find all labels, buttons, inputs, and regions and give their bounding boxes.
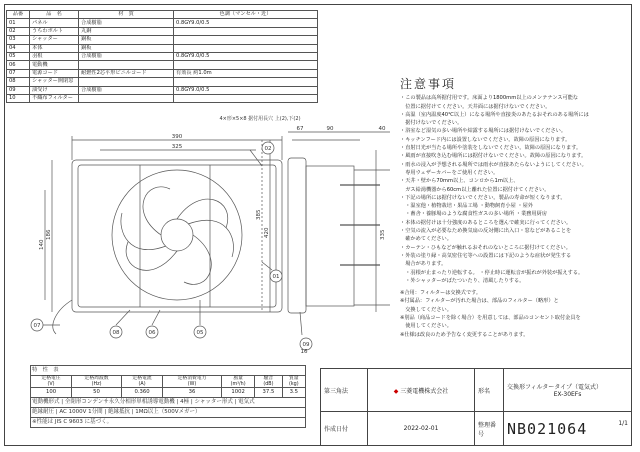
notes-line: ・外シャッターがばたついたり、清風したりする。 xyxy=(400,277,525,284)
panel-inner-outline xyxy=(78,165,276,307)
notes-line: ・風雨が直接吹き込む場所には据付けないでください。故障の原因になります。 xyxy=(400,153,587,160)
spec-value: 0.360 xyxy=(122,388,163,398)
notes-line: 場合があります。 xyxy=(400,261,447,268)
spec-header: 定格周波数 (Hz) xyxy=(72,376,122,388)
notes-line: ・この製品は高所据付用です。床面より1800mm以上のメンテナンス可能な xyxy=(400,95,579,102)
parts-cell-no: 04 xyxy=(7,44,30,52)
product-cell: 交換形フィルタータイプ（電気式） EX-30EFs xyxy=(504,369,632,412)
notes-footnote: ※別品（商品コードを除く場合）を用意しては、部品のコンセント取付金具を xyxy=(400,315,581,322)
notes-line: ・天井・壁から70mm以上、コンロから1m以上、 xyxy=(400,178,519,185)
spec-header: 定格消費電力 (W) xyxy=(163,376,222,388)
callout-05: 05 xyxy=(196,330,204,336)
dim-depth-c: 40 xyxy=(378,126,386,132)
notes-lines xyxy=(400,94,632,285)
notes-line: ・温室他・植物栽培・果品工場 ・動物飼育小屋 ・屋外 xyxy=(400,203,533,210)
parts-header-name: 品 名 xyxy=(30,11,79,19)
notes-title: 注意事項 xyxy=(400,77,457,91)
notes-line: 据付けないでください。 xyxy=(400,120,463,127)
notes-line: ・キッチンフード内には設置しないでください。故障の原因になります。 xyxy=(400,136,571,143)
side-panel xyxy=(288,158,306,313)
notes-footnote: ※仕様は改良のため予告なく変更することがあります。 xyxy=(400,331,529,338)
callout-08: 08 xyxy=(112,330,120,336)
notes-section xyxy=(400,77,632,339)
parts-cell-no: 02 xyxy=(7,27,30,35)
spec-value: 3.5 xyxy=(282,388,305,398)
notes-line: ・高温（室内温度40℃以上）になる場所や直接炎のあたるおそれのある場所には xyxy=(400,111,589,118)
parts-cell-color: 0.8GY9.0/0.5 xyxy=(174,52,318,60)
dim-top-width: 390 xyxy=(171,134,183,140)
parts-cell-no: 10 xyxy=(7,94,30,102)
notes-line: ・下記の場所には据付けないでください。製品の寿命が短くなります。 xyxy=(400,194,566,201)
spec-value: 100 xyxy=(31,388,72,398)
notes-line: ・空気の流入が必要なため換気扇の反対側に出入口・窓などがあることを xyxy=(400,228,572,235)
parts-cell-name: 不織布フィルター xyxy=(30,94,79,102)
spec-header: 風量 (m³/h) xyxy=(221,376,254,388)
spec-value: 50 xyxy=(72,388,122,398)
fan-blades xyxy=(121,187,234,285)
spec-header: 定格電圧 (V) xyxy=(31,376,72,388)
doc-number-label: 整理番号 xyxy=(475,412,504,446)
date-label: 作成日付 xyxy=(321,412,368,446)
parts-cell-no: 06 xyxy=(7,61,30,69)
notes-line: ・浴室など湿気の多い場所や結露する場所には据付けないでください。 xyxy=(400,128,567,135)
spec-value: 37.5 xyxy=(255,388,282,398)
mounting-note: 4×形×5×8 据付用長穴 上(2),下(2) xyxy=(219,116,301,122)
mitsubishi-logo-icon: ◆ xyxy=(393,387,399,395)
parts-cell-material: 丸銅 xyxy=(79,27,174,35)
parts-cell-material: 合成樹脂 xyxy=(79,86,174,94)
parts-cell-no: 01 xyxy=(7,19,30,27)
callout-02: 02 xyxy=(264,146,272,152)
spec-header-row xyxy=(31,376,306,388)
parts-cell-color: 0.8GY9.0/0.5 xyxy=(174,86,318,94)
notes-footnote: 使用してください。 xyxy=(400,323,452,330)
power-cord xyxy=(53,300,72,334)
callout-09: 09 xyxy=(302,342,310,348)
spec-value: 1002 xyxy=(221,388,254,398)
parts-cell-material: 合成樹脂 xyxy=(79,19,174,27)
title-block xyxy=(320,368,632,446)
fan-circle xyxy=(112,170,242,300)
spec-table xyxy=(30,365,306,428)
parts-cell-name: 電源コード xyxy=(30,69,79,77)
spec-values-row xyxy=(31,388,306,398)
dim-right-height: 335 xyxy=(380,229,386,240)
dim-left-height-b: 140 xyxy=(39,239,45,250)
parts-cell-no: 03 xyxy=(7,36,30,44)
dim-top-inner: 325 xyxy=(171,144,183,150)
notes-line: ・畜舎・養豚場のような腐食性ガスの多い場所 ・業務用厨房 xyxy=(400,211,547,218)
parts-cell-no: 05 xyxy=(7,52,30,60)
callout-06: 06 xyxy=(148,330,156,336)
parts-cell-no: 08 xyxy=(7,78,30,86)
spec-header: 定格電流 (A) xyxy=(122,376,163,388)
notes-line: ・カーテン・ひもなどが触れるおそれのないところに据付けてください。 xyxy=(400,244,571,251)
parts-header-color: 色調（マンセル・近） xyxy=(174,11,318,19)
notes-line: ガス給湯機器から60cm以上離れた位置に据付けてください。 xyxy=(400,186,550,193)
parts-cell-material: 合成樹脂 xyxy=(79,52,174,60)
parts-cell-no: 09 xyxy=(7,86,30,94)
dim-center-height-b: 420 xyxy=(264,227,270,238)
date-value: 2022-02-01 xyxy=(368,412,475,446)
projection-label: 第三角法 xyxy=(321,369,368,412)
notes-line: ・本体の据付けは十分強度のあるところを選んで確実に行ってください。 xyxy=(400,219,572,226)
notes-line: ・雨水の浸入が予想される場所では雨水が直接あたらないようにしてください。 xyxy=(400,161,587,168)
parts-cell-name: 油受け xyxy=(30,86,79,94)
notes-footnote: ※合用：フィルターは交換式です。 xyxy=(400,290,482,297)
parts-cell-name: パネル xyxy=(30,19,79,27)
dim-center-height: 385 xyxy=(256,209,262,220)
notes-line: ・外装の塗り縁・高気密住宅等への設置には下記のような症状が発生する xyxy=(400,252,572,259)
notes-footnote: 交換してください。 xyxy=(400,306,452,313)
notes-line: 専用ウェザーカバーをご使用ください。 xyxy=(400,169,499,176)
side-body xyxy=(306,166,354,306)
spec-extra-3: ※性能は JIS C 9603 に基づく。 xyxy=(31,418,306,428)
doc-number-cell: NB021064 1/1 xyxy=(504,412,632,446)
parts-cell-color: 有効長 約1.0m xyxy=(174,69,318,77)
notes-footnotes xyxy=(400,289,632,339)
notes-line: 位置に据付けてください。天井面には据付けないでください。 xyxy=(400,103,551,110)
spec-header: 質量 (kg) xyxy=(282,376,305,388)
parts-cell-material: 耐燃性2芯平形ビニルコード xyxy=(79,69,174,77)
callout-01: 01 xyxy=(272,274,280,280)
notes-line: ・直射日光が当たる場所や塗装をしないでください。故障の原因になります。 xyxy=(400,145,582,152)
parts-cell-name: 電動機 xyxy=(30,61,79,69)
model-label: 形名 xyxy=(475,369,504,412)
dim-bottom: 16 xyxy=(300,349,308,355)
spec-header-label: 特 性 表 xyxy=(31,366,306,376)
parts-cell-name: 本体 xyxy=(30,44,79,52)
parts-cell-material: 銅板 xyxy=(79,36,174,44)
parts-header-no: 品番 xyxy=(7,11,30,19)
callout-07: 07 xyxy=(33,323,41,329)
parts-cell-name: シャッター xyxy=(30,36,79,44)
spec-value: 36 xyxy=(163,388,222,398)
panel-outline xyxy=(72,160,282,312)
spec-header: 騒音 (dB) xyxy=(255,376,282,388)
parts-cell-name: うちわボルト xyxy=(30,27,79,35)
parts-cell-color: 0.8GY9.0/0.5 xyxy=(174,19,318,27)
spec-extra-1: 電動機形式 | 全閉形コンデンサ永久分相形単相誘導電動機 | 4極 | シャッター形式 | 電気式 xyxy=(31,398,306,408)
notes-footnote: ※付属品：フィルターが汚れた場合は、部品のフィルター（略形）と xyxy=(400,298,559,305)
parts-cell-name: シャッター開閉窓 xyxy=(30,78,79,86)
company-name: ◆ 三菱電機株式会社 xyxy=(368,369,475,412)
parts-cell-material: 銅板 xyxy=(79,44,174,52)
notes-line: 確かめてください。 xyxy=(400,236,452,243)
spec-extra-2: 絶縁耐圧 | AC 1000V 1分間 | 絶縁抵抗 | 1MΩ以上（500Vメガー） xyxy=(31,408,306,418)
dim-depth-b: 90 xyxy=(326,126,334,132)
dim-left-height: 186 xyxy=(46,229,52,240)
parts-cell-no: 07 xyxy=(7,69,30,77)
notes-line: ・羽根が止まったり逆転する。 ・停止時に運転音が振れが外装が振えする。 xyxy=(400,269,584,276)
parts-header-material: 材 質 xyxy=(79,11,174,19)
parts-cell-name: 羽根 xyxy=(30,52,79,60)
dim-depth-a: 67 xyxy=(296,126,304,132)
